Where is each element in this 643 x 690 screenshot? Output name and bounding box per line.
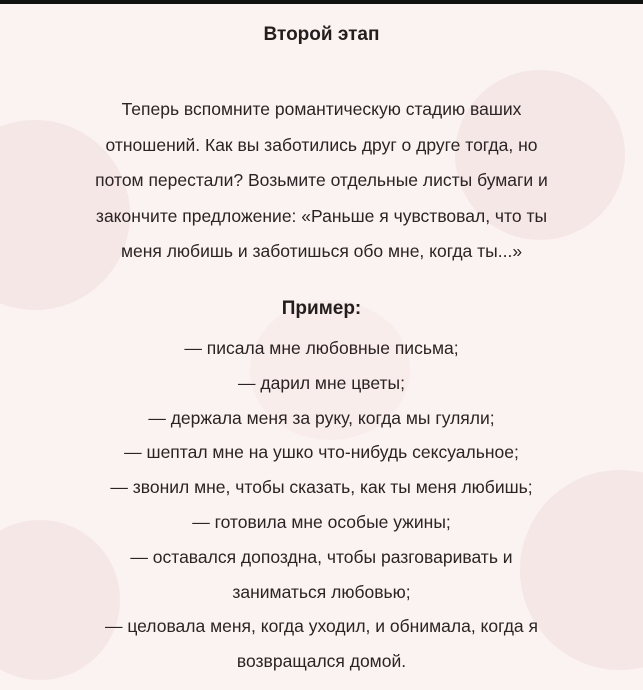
example-item: — дарил мне цветы;: [238, 372, 405, 393]
example-item: — звонил мне, чтобы сказать, как ты меня любишь;: [110, 477, 533, 498]
paragraph-line: меня любишь и заботишься обо мне, когда ты...»: [120, 241, 523, 261]
paragraph-line: закончите предложение: «Раньше я чувствовал, что ты: [95, 205, 548, 226]
paragraph-line: отношений. Как вы заботились друг о друге тогда, но: [105, 134, 538, 155]
example-item: заниматься любовью;: [232, 581, 411, 602]
paragraph-line: Теперь вспомните романтическую стадию ваших: [121, 99, 522, 119]
example-item: — писала мне любовные письма;: [184, 338, 459, 358]
example-item: — шептал мне на ушко что-нибудь сексуальное;: [124, 442, 519, 463]
example-item: — целовала меня, когда уходил, и обнимала, когда я: [104, 616, 539, 637]
example-heading: Пример:: [281, 298, 362, 319]
example-item: — оставался допоздна, чтобы разговаривать и: [130, 546, 513, 567]
example-item: — держала меня за руку, когда мы гуляли;: [148, 407, 495, 428]
example-item: — готовила мне особые ужины;: [192, 511, 451, 532]
instruction-paragraph: [0, 92, 643, 270]
example-list: [0, 331, 643, 679]
paragraph-line: потом перестали? Возьмите отдельные листы бумаги и: [95, 170, 548, 190]
example-item: возвращался домой.: [236, 651, 407, 672]
page-title: Второй этап: [263, 24, 380, 45]
